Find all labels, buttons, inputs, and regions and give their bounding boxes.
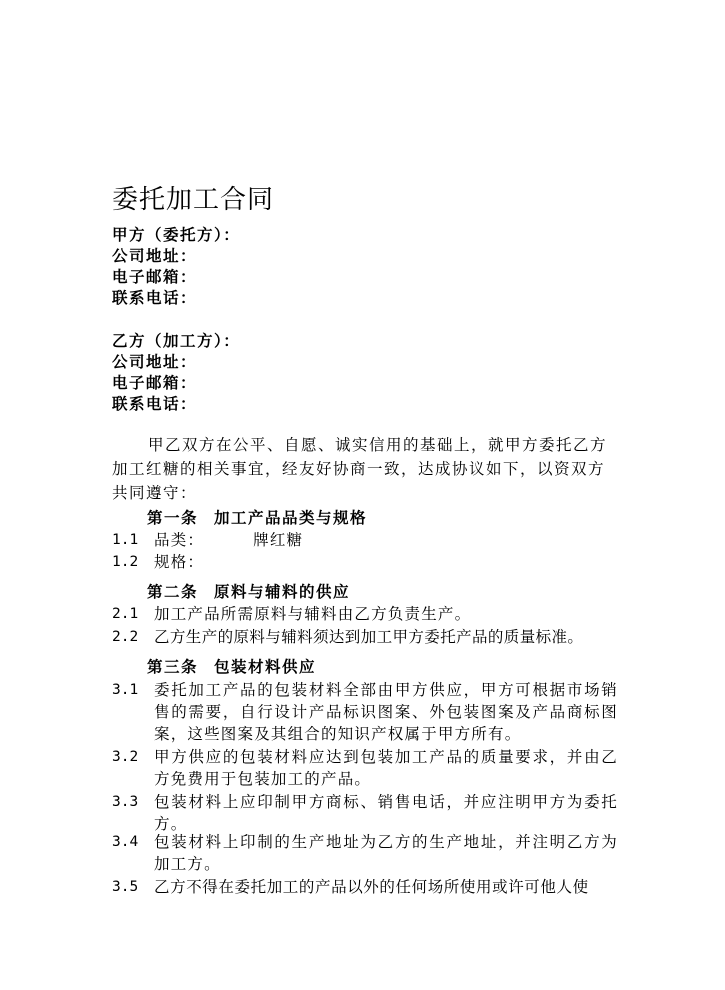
clause-text: 委托加工产品的包装材料全部由甲方供应，甲方可根据市场销售的需要，自行设计产品标识图案、外包装图案及产品商标图案，这些图案及其组合的知识产权属于甲方所有。 bbox=[154, 681, 618, 743]
clause-1-2 bbox=[112, 551, 618, 573]
clause-text: 加工产品所需原料与辅料由乙方负责生产。 bbox=[154, 605, 472, 623]
party-b-phone-label: 联系电话： bbox=[112, 394, 198, 413]
intro-paragraph: 甲乙双方在公平、自愿、诚实信用的基础上，就甲方委托乙方加工红糖的相关事宜，经友好协商一致，达成协议如下，以资双方共同遵守： bbox=[112, 436, 608, 502]
party-a-address-label: 公司地址： bbox=[112, 246, 198, 265]
article-title: 加工产品品类与规格 bbox=[214, 508, 368, 527]
article-number: 第一条 bbox=[147, 508, 199, 527]
clause-text: 规格： bbox=[154, 553, 205, 571]
document-title: 委托加工合同 bbox=[112, 185, 275, 215]
clause-text: 包装材料上印制的生产地址为乙方的生产地址，并注明乙方为加工方。 bbox=[154, 833, 618, 873]
party-a-email-label: 电子邮箱： bbox=[112, 267, 198, 286]
clause-number: 2.1 bbox=[112, 606, 139, 622]
article-number: 第二条 bbox=[147, 582, 199, 601]
party-a-heading: 甲方（委托方）： bbox=[112, 225, 241, 244]
party-b-heading: 乙方（加工方）： bbox=[112, 331, 241, 350]
clause-number: 3.5 bbox=[112, 879, 139, 895]
article-number: 第三条 bbox=[147, 657, 199, 676]
party-a-phone-label: 联系电话： bbox=[112, 288, 198, 307]
party-b-email-label: 电子邮箱： bbox=[112, 373, 198, 392]
clause-number: 2.2 bbox=[112, 629, 139, 645]
clause-number: 1.2 bbox=[112, 554, 139, 570]
clause-number: 3.1 bbox=[112, 682, 139, 698]
clause-1-1 bbox=[112, 529, 618, 551]
article-title: 原料与辅料的供应 bbox=[214, 582, 351, 601]
article-2-heading bbox=[147, 581, 350, 603]
clause-text: 乙方生产的原料与辅料须达到加工甲方委托产品的质量标准。 bbox=[154, 628, 584, 646]
clause-number: 3.3 bbox=[112, 794, 139, 810]
clause-text: 品类： 牌红糖 bbox=[154, 531, 304, 549]
clause-3-1 bbox=[112, 679, 618, 745]
clause-number: 3.2 bbox=[112, 749, 139, 765]
clause-3-3 bbox=[112, 791, 618, 835]
clause-2-1 bbox=[112, 603, 618, 625]
article-title: 包装材料供应 bbox=[214, 657, 317, 676]
clause-2-2 bbox=[112, 626, 618, 648]
clause-number: 1.1 bbox=[112, 532, 139, 548]
clause-3-2 bbox=[112, 746, 618, 790]
clause-text: 包装材料上应印制甲方商标、销售电话，并应注明甲方为委托方。 bbox=[154, 793, 618, 833]
clause-3-5 bbox=[112, 876, 618, 898]
clause-3-4 bbox=[112, 831, 618, 875]
clause-number: 3.4 bbox=[112, 834, 139, 850]
clause-text: 甲方供应的包装材料应达到包装加工产品的质量要求，并由乙方免费用于包装加工的产品。 bbox=[154, 748, 618, 788]
clause-text: 乙方不得在委托加工的产品以外的任何场所使用或许可他人使 bbox=[154, 878, 589, 896]
article-1-heading bbox=[147, 507, 367, 529]
article-3-heading bbox=[147, 656, 316, 678]
party-b-address-label: 公司地址： bbox=[112, 352, 198, 371]
